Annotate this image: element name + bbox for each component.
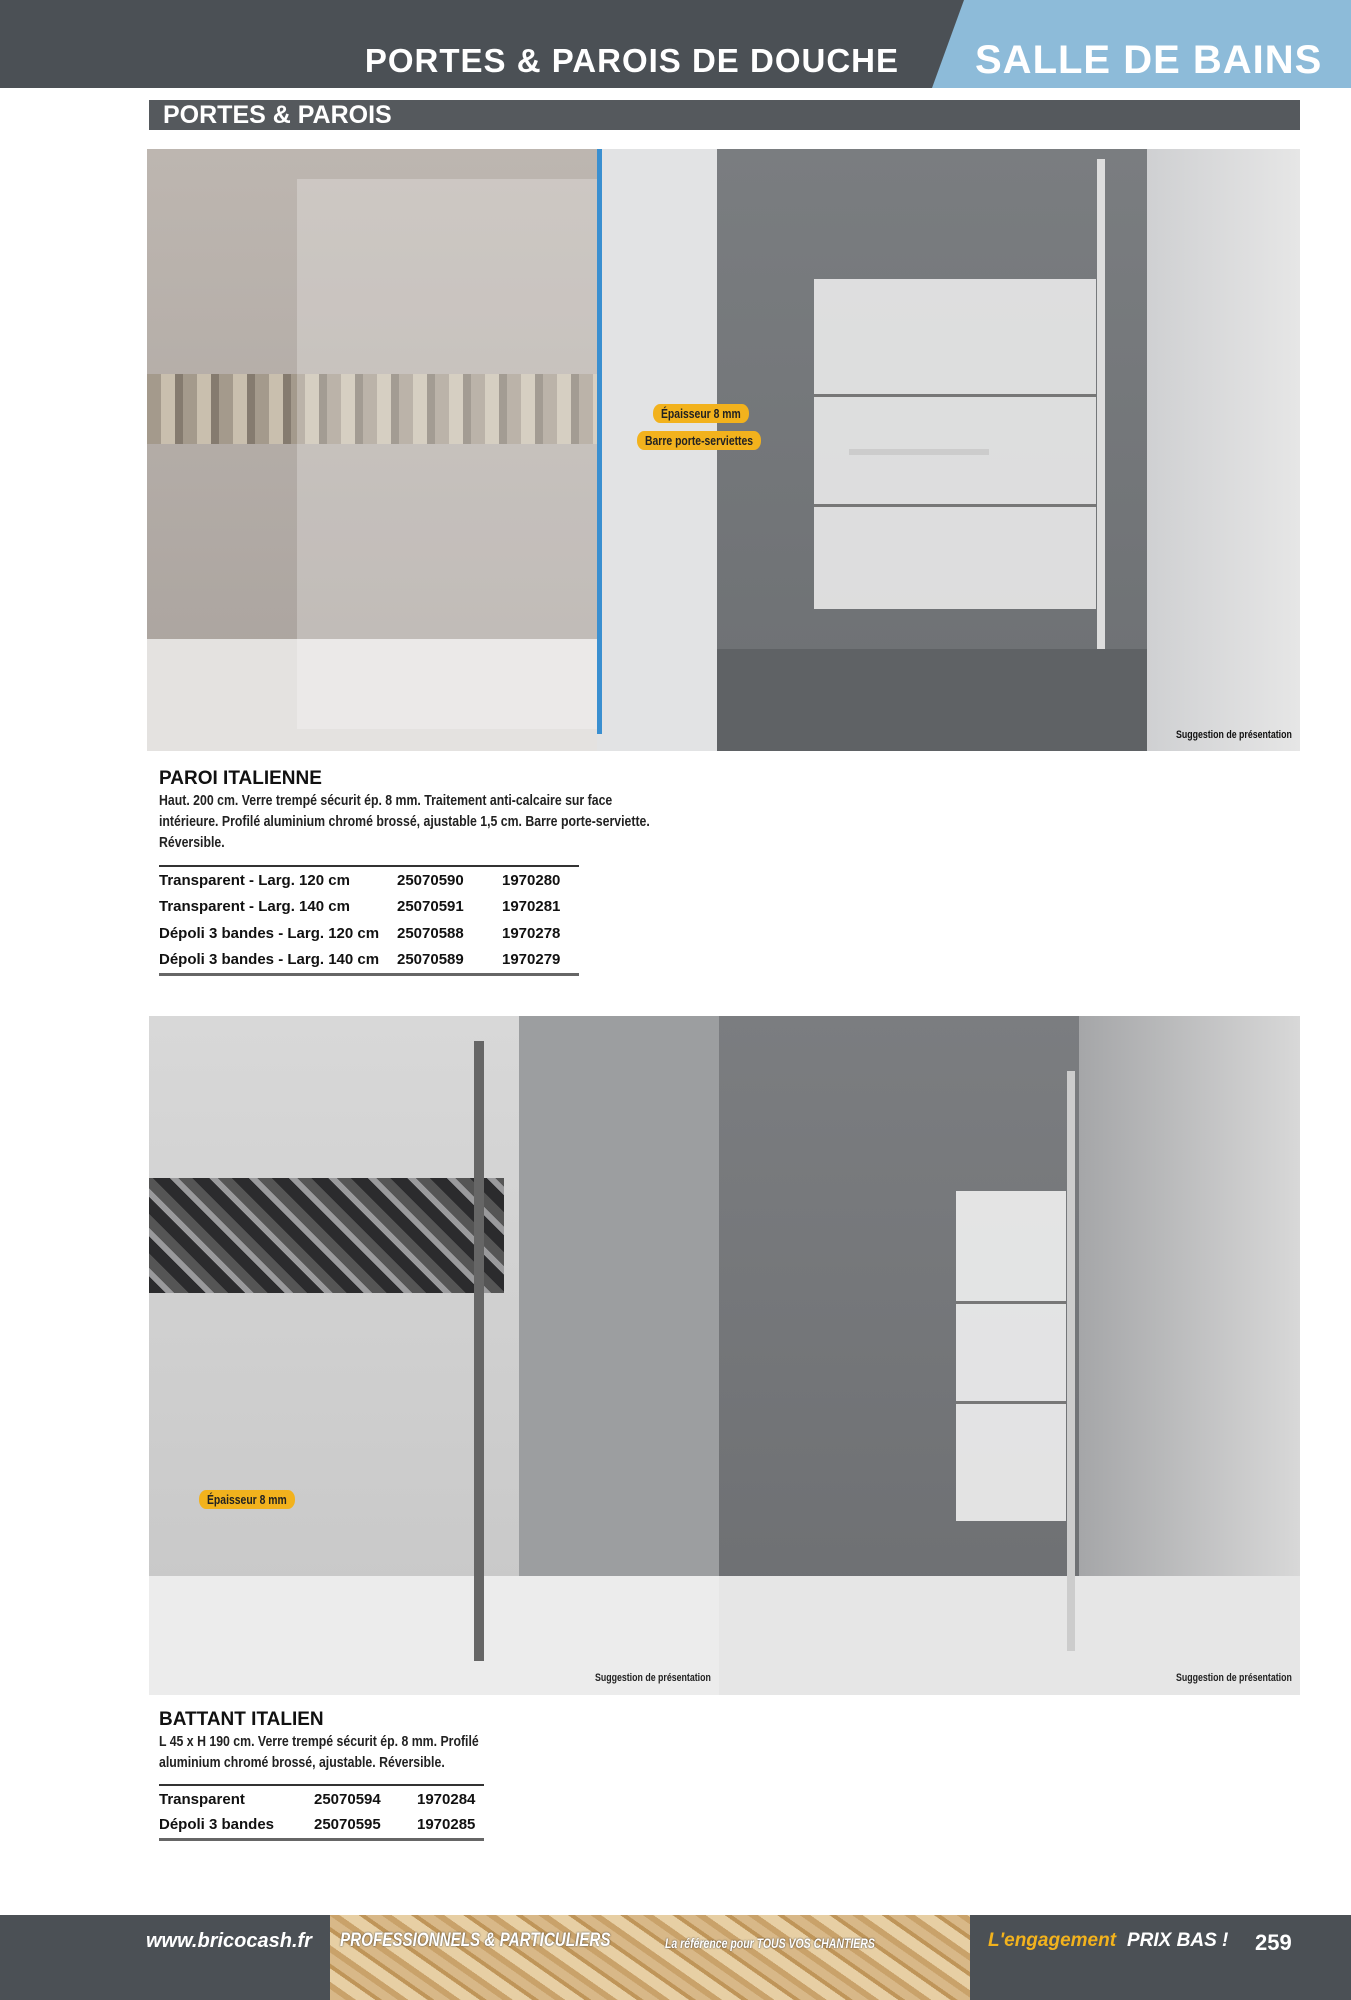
product-title: PAROI ITALIENNE bbox=[159, 768, 322, 789]
ean-code: 1970281 bbox=[502, 898, 561, 915]
ref-code: 25070588 bbox=[397, 925, 464, 942]
ref-code: 25070589 bbox=[397, 951, 464, 969]
tag-thickness: Épaisseur 8 mm bbox=[199, 1490, 295, 1509]
variant-name: Dépoli 3 bandes - Larg. 140 cm bbox=[159, 951, 380, 969]
product-photo-battant-italien bbox=[149, 1016, 1300, 1695]
product-description: L 45 x H 190 cm. Verre trempé sécurit ép. 8 mm. Profilé aluminium chromé brossé, ajustable. Réversible. bbox=[159, 1733, 479, 1771]
table-row bbox=[159, 893, 579, 920]
table-row bbox=[159, 947, 579, 974]
table-row bbox=[159, 866, 579, 893]
website-link[interactable]: www.bricocash.fr bbox=[146, 1930, 312, 1952]
page-number: 259 bbox=[1255, 1930, 1292, 1955]
tag-towel-bar: Barre porte-serviettes bbox=[637, 431, 761, 450]
image-caption: Suggestion de présentation bbox=[595, 1672, 711, 1684]
ref-code: 25070590 bbox=[397, 871, 464, 889]
product-title: BATTANT ITALIEN bbox=[159, 1709, 324, 1730]
tag-thickness: Épaisseur 8 mm bbox=[653, 404, 749, 423]
slogan-main: PROFESSIONNELS & PARTICULIERS bbox=[340, 1930, 611, 1951]
subheader-title: PORTES & PAROIS bbox=[149, 100, 1300, 130]
ref-code: 25070595 bbox=[314, 1816, 381, 1834]
ean-code: 1970285 bbox=[417, 1816, 476, 1834]
ean-code: 1970280 bbox=[502, 871, 561, 889]
engagement-price: PRIX BAS ! bbox=[1127, 1930, 1229, 1951]
image-caption: Suggestion de présentation bbox=[1176, 729, 1292, 741]
footer-wood-panel bbox=[330, 1915, 970, 2000]
table-row bbox=[159, 920, 579, 947]
variant-name: Transparent - Larg. 120 cm bbox=[159, 871, 350, 889]
ref-code: 25070594 bbox=[314, 1790, 381, 1808]
slogan-sub: La référence pour TOUS VOS CHANTIERS bbox=[665, 1935, 875, 1951]
product-reference-table bbox=[159, 1784, 484, 1841]
section-title: PORTES & PAROIS DE DOUCHE bbox=[364, 42, 899, 79]
category-title: SALLE DE BAINS bbox=[975, 38, 1323, 82]
table-row bbox=[159, 1785, 484, 1812]
ref-code: 25070591 bbox=[397, 898, 464, 915]
product-photo-paroi-italienne bbox=[147, 149, 1300, 751]
product-reference-table bbox=[159, 865, 579, 976]
engagement-text: L'engagement bbox=[988, 1930, 1117, 1951]
ean-code: 1970278 bbox=[502, 925, 561, 942]
ean-code: 1970284 bbox=[417, 1790, 476, 1808]
image-caption: Suggestion de présentation bbox=[1176, 1672, 1292, 1684]
table-row bbox=[159, 1812, 484, 1839]
variant-name: Transparent - Larg. 140 cm bbox=[159, 898, 350, 915]
product-description: Haut. 200 cm. Verre trempé sécurit ép. 8 mm. Traitement anti-calcaire sur face intérieure. Profilé aluminium chromé brossé, ajustable 1,5 cm. Barre porte-serviette. Réversible. bbox=[159, 792, 650, 851]
variant-name: Transparent bbox=[159, 1790, 245, 1808]
ean-code: 1970279 bbox=[502, 951, 561, 969]
variant-name: Dépoli 3 bandes bbox=[159, 1816, 275, 1834]
variant-name: Dépoli 3 bandes - Larg. 120 cm bbox=[159, 925, 380, 942]
